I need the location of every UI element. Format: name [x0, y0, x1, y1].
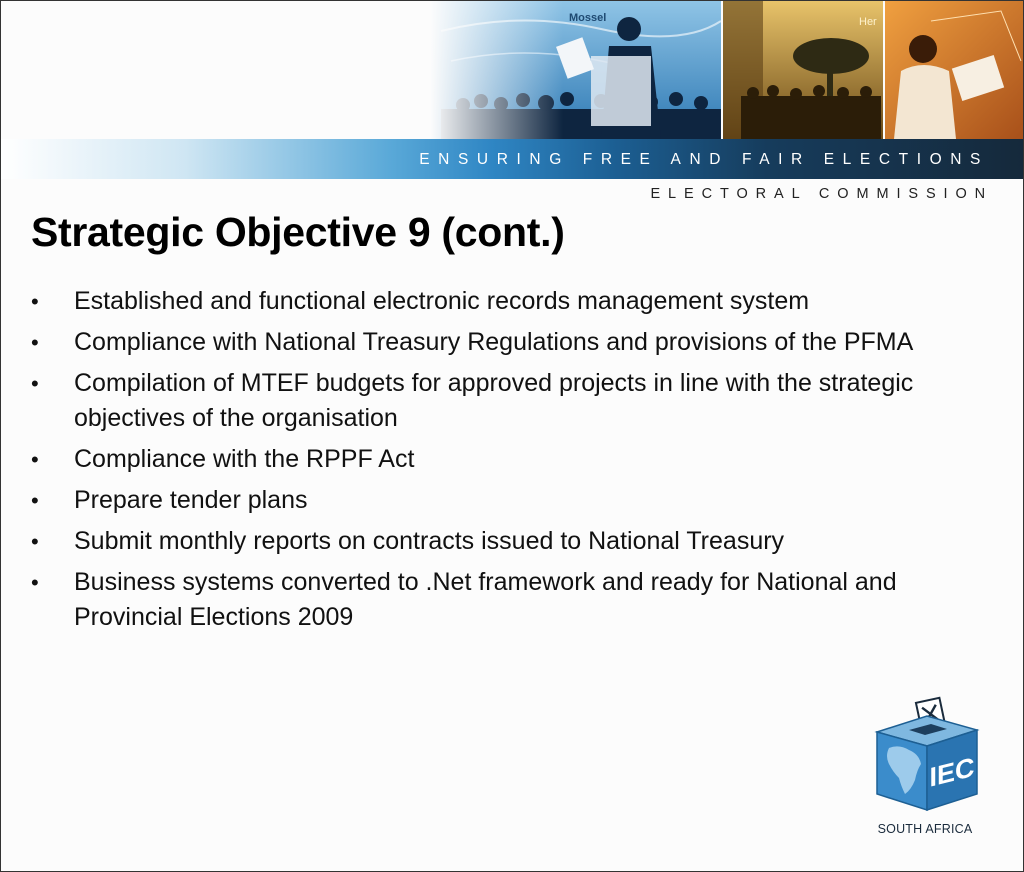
photo-collage-image: [1, 1, 1023, 139]
logo-caption: SOUTH AFRICA: [877, 822, 973, 836]
bullet-item: • Business systems converted to .Net framework and ready for National and Provincial Elections 2009: [31, 565, 961, 635]
header-photo-collage: [1, 1, 1023, 139]
bullet-item: • Submit monthly reports on contracts issued to National Treasury: [31, 524, 961, 559]
bullet-item: • Compliance with the RPPF Act: [31, 442, 961, 477]
slide-title: Strategic Objective 9 (cont.): [31, 209, 565, 255]
bullet-item: • Prepare tender plans: [31, 483, 961, 518]
ballot-box-icon: [869, 694, 981, 822]
banner-tagline: ENSURING FREE AND FAIR ELECTIONS: [419, 151, 989, 168]
iec-logo: [869, 694, 981, 844]
bullet-item: • Established and functional electronic records management system: [31, 284, 961, 319]
electoral-commission-label: ELECTORAL COMMISSION: [650, 186, 993, 202]
logo-text: IEC: [929, 751, 975, 793]
bullet-item: • Compliance with National Treasury Regulations and provisions of the PFMA: [31, 325, 961, 360]
bullet-item: • Compilation of MTEF budgets for approved projects in line with the strategic objectives of the organisation: [31, 366, 961, 436]
bullet-list: [31, 284, 961, 641]
